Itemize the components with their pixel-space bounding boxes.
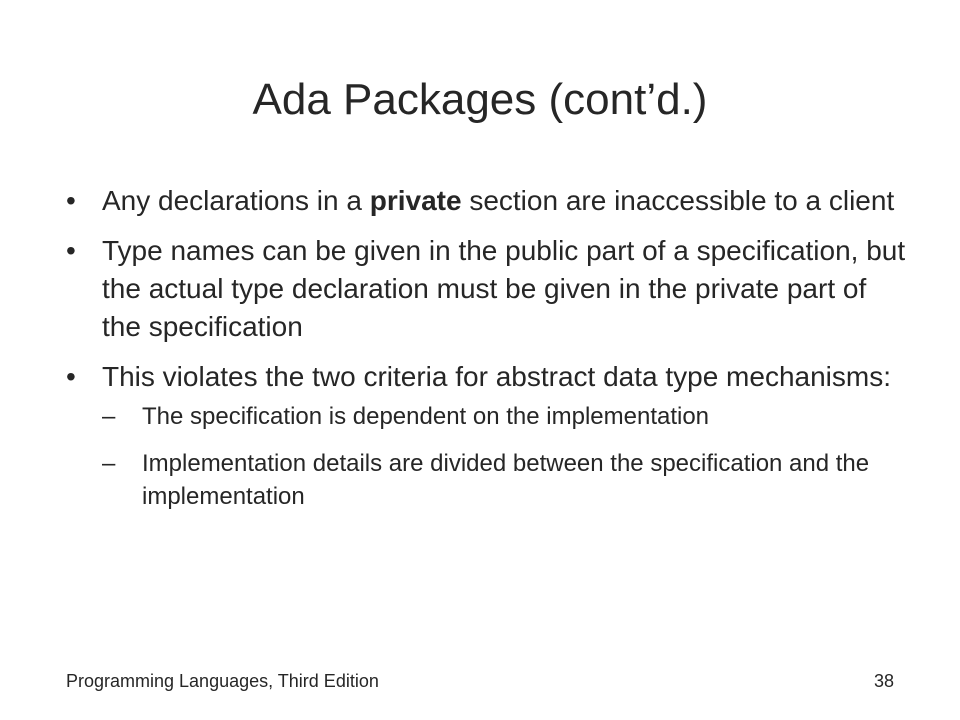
- bullet-text: Type names can be given in the public part of a specification, but the actual type declaration must be given in the private part of the specification: [102, 235, 906, 342]
- bullet-text-after: section are inaccessible to a client: [461, 185, 895, 216]
- subbullet-text: Implementation details are divided between the specification and the implementation: [142, 450, 870, 510]
- bullet-item: [66, 182, 906, 220]
- footer-page-number: 38: [873, 671, 894, 691]
- bullet-text: This violates the two criteria for abstract data type mechanisms:: [102, 361, 891, 392]
- bullet-item: [66, 232, 906, 346]
- bullet-item: [66, 358, 906, 513]
- subbullet-marker: –: [102, 403, 116, 430]
- bullet-marker: •: [66, 235, 76, 266]
- subbullet-text: The specification is dependent on the implementation: [142, 403, 710, 430]
- subbullet-item: [102, 400, 906, 433]
- subbullet-marker: –: [102, 450, 116, 477]
- bullet-marker: •: [66, 185, 76, 216]
- footer-book-title: Programming Languages, Third Edition: [66, 671, 379, 691]
- bullet-list: [66, 182, 906, 527]
- bullet-bold-keyword: private: [369, 185, 462, 216]
- bullet-text-before: Any declarations in a: [102, 185, 370, 216]
- subbullet-item: [102, 447, 906, 513]
- slide-title: Ada Packages (cont’d.): [252, 75, 708, 124]
- bullet-marker: •: [66, 361, 76, 392]
- subbullet-list: [102, 400, 906, 513]
